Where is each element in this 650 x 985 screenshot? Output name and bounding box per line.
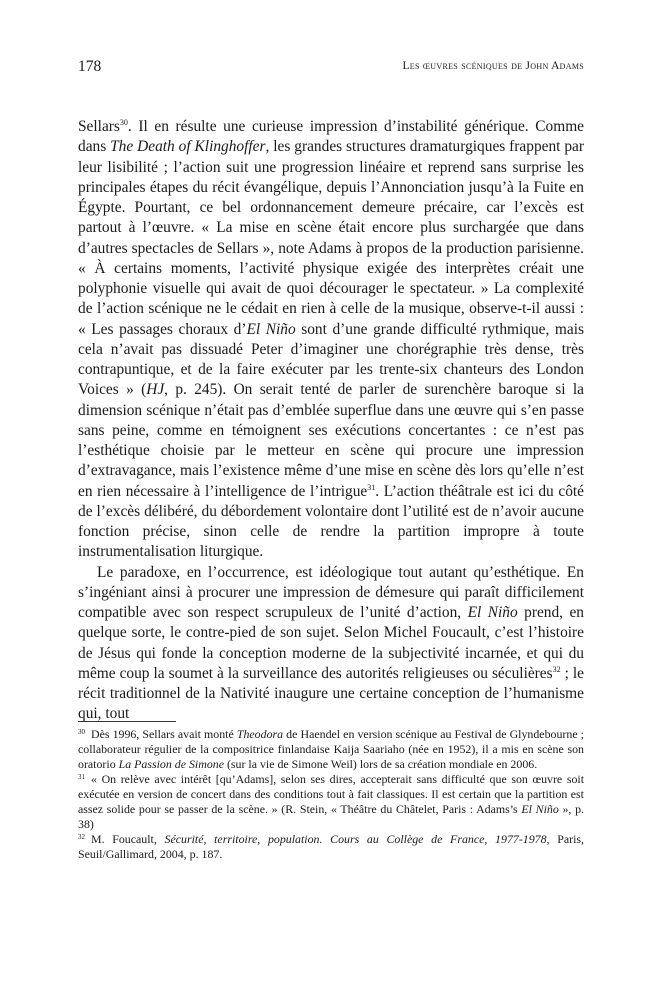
text-run: . L’action théâtrale est ici du côté de l’excès délibéré, du débordement volontaire dont l’utilité est de n’avoir aucune fonction précise, sinon celle de rendre la partition impropre à toute instrumentalisation liturgique.: [78, 482, 584, 561]
text-run: « On relève avec intérêt [qu’Adams], selon ses dires, accepterait sans difficulté que son œuvre soit exécutée en version de concert dans des conditions tout à fait classiques. Il est certain que la partition est assez solide pour se passer de la scène. » (R. Stein, « Théâtre du Châtelet, Paris : Adams’s: [78, 772, 584, 816]
text-run: . Il en résulte une curieuse impression d’instabilité générique. Comme dans: [78, 118, 584, 156]
citation-abbrev: HJ: [146, 381, 165, 399]
footnote-ref-32: 32: [552, 664, 561, 674]
work-title: Sécurité, territoire, population. Cours au Collège de France, 1977-1978: [164, 832, 547, 846]
footnote-mark: 30: [78, 728, 85, 736]
text-run: de Haendel en version scénique au Festival de Glyndebourne ; collaborateur régulier de la compositrice finlandaise Kaija Saariaho (née en 1952), il a mis en scène son oratorio: [78, 727, 584, 771]
footnotes: [78, 727, 584, 862]
work-title: Theodora: [236, 727, 284, 741]
text-run: ; le récit traditionnel de la Nativité inaugure une certaine conception de l’humanisme qui, tout: [78, 664, 584, 723]
footnote-mark: 31: [78, 773, 85, 781]
page-header: [78, 58, 584, 82]
footnote-mark: 32: [78, 833, 85, 841]
text-run: , Paris, Seuil/Gallimard, 2004, p. 187.: [78, 832, 584, 861]
text-run: », p. 38): [78, 802, 585, 831]
text-run: prend, en quelque sorte, le contre-pied de son sujet. Selon Michel Foucault, c’est l’histoire de Jésus qui fonde la conception moderne de la subjectivité incarnée, et qui du même coup la soumet à la surveillance des autorités religieuses ou séculières: [78, 604, 584, 682]
body-text: [78, 117, 584, 725]
footnote-separator: [78, 721, 176, 722]
work-title: El Niño: [521, 802, 559, 816]
page-number: 178: [78, 58, 102, 75]
text-run: M. Foucault,: [91, 832, 165, 846]
work-title: The Death of Klinghoffer: [110, 138, 266, 156]
footnote-31: [78, 772, 584, 832]
footnote-ref-31: 31: [367, 482, 376, 492]
footnote-32: [78, 832, 584, 862]
text-run: , les grandes structures dramaturgiques frappent par leur lisibilité ; l’action suit une progression linéaire et reprend sans surprise les principales étapes du récit évangélique, depuis l’Annonciation jusqu’à la Fuite en Égypte. Pourtant, ce bel ordonnancement demeure précaire, car l’excès est partout à l’œuvre. « La mise en scène était encore plus surchargée que dans d’autres spectacles de Sellars », note Adams à propos de la production parisienne. « À certains moments, l’activité physique exigée des interprètes créait une polyphonie visuelle qui avait de quoi décourager le spectateur. » La complexité de l’action scénique ne le cédait en rien à celle de la musique, observe-t-il aussi : « Les passages choraux d’: [78, 138, 585, 338]
work-title: El Niño: [467, 604, 518, 621]
footnote-30: [78, 727, 584, 772]
text-run: (sur la vie de Simone Weil) lors de sa création mondiale en 2006.: [224, 757, 538, 771]
paragraph-1: [78, 117, 584, 563]
text-run: sont d’une grande difficulté rythmique, mais cela n’avait pas dissuadé Peter d’imaginer une chorégraphie très dense, très contrapuntique, et de la faire exécuter par les trente-six chanteurs des London Voices » (: [78, 320, 584, 399]
work-title: El Niño: [246, 320, 296, 338]
text-run: , p. 245). On serait tenté de parler de surenchère baroque si la dimension scénique n’était pas d’emblée superflue dans une œuvre qui s’en passe sans peine, comme en témoignent ses exécutions concertantes : ce n’est pas l’esthétique choisie par le metteur en scène qui procure une impression d’extravagance, mais l’existence même d’une mise en scène dès lors qu’elle n’est en rien nécessaire à l’intelligence de l’intrigue: [78, 381, 584, 500]
paragraph-2: [78, 563, 584, 725]
text-run: Sellars: [78, 118, 120, 135]
running-head: Les œuvres scéniques de John Adams: [402, 60, 584, 72]
text-run: Dès 1996, Sellars avait monté: [91, 727, 237, 741]
footnote-ref-30: 30: [119, 118, 128, 127]
text-run: Le paradoxe, en l’occurrence, est idéologique tout autant qu’esthétique. En s’ingéniant ainsi à procurer une impression de démesure qui paraît difficilement compatible avec son respect scrupuleux de l’unité d’action,: [78, 563, 584, 621]
work-title: La Passion de Simone: [118, 757, 224, 771]
